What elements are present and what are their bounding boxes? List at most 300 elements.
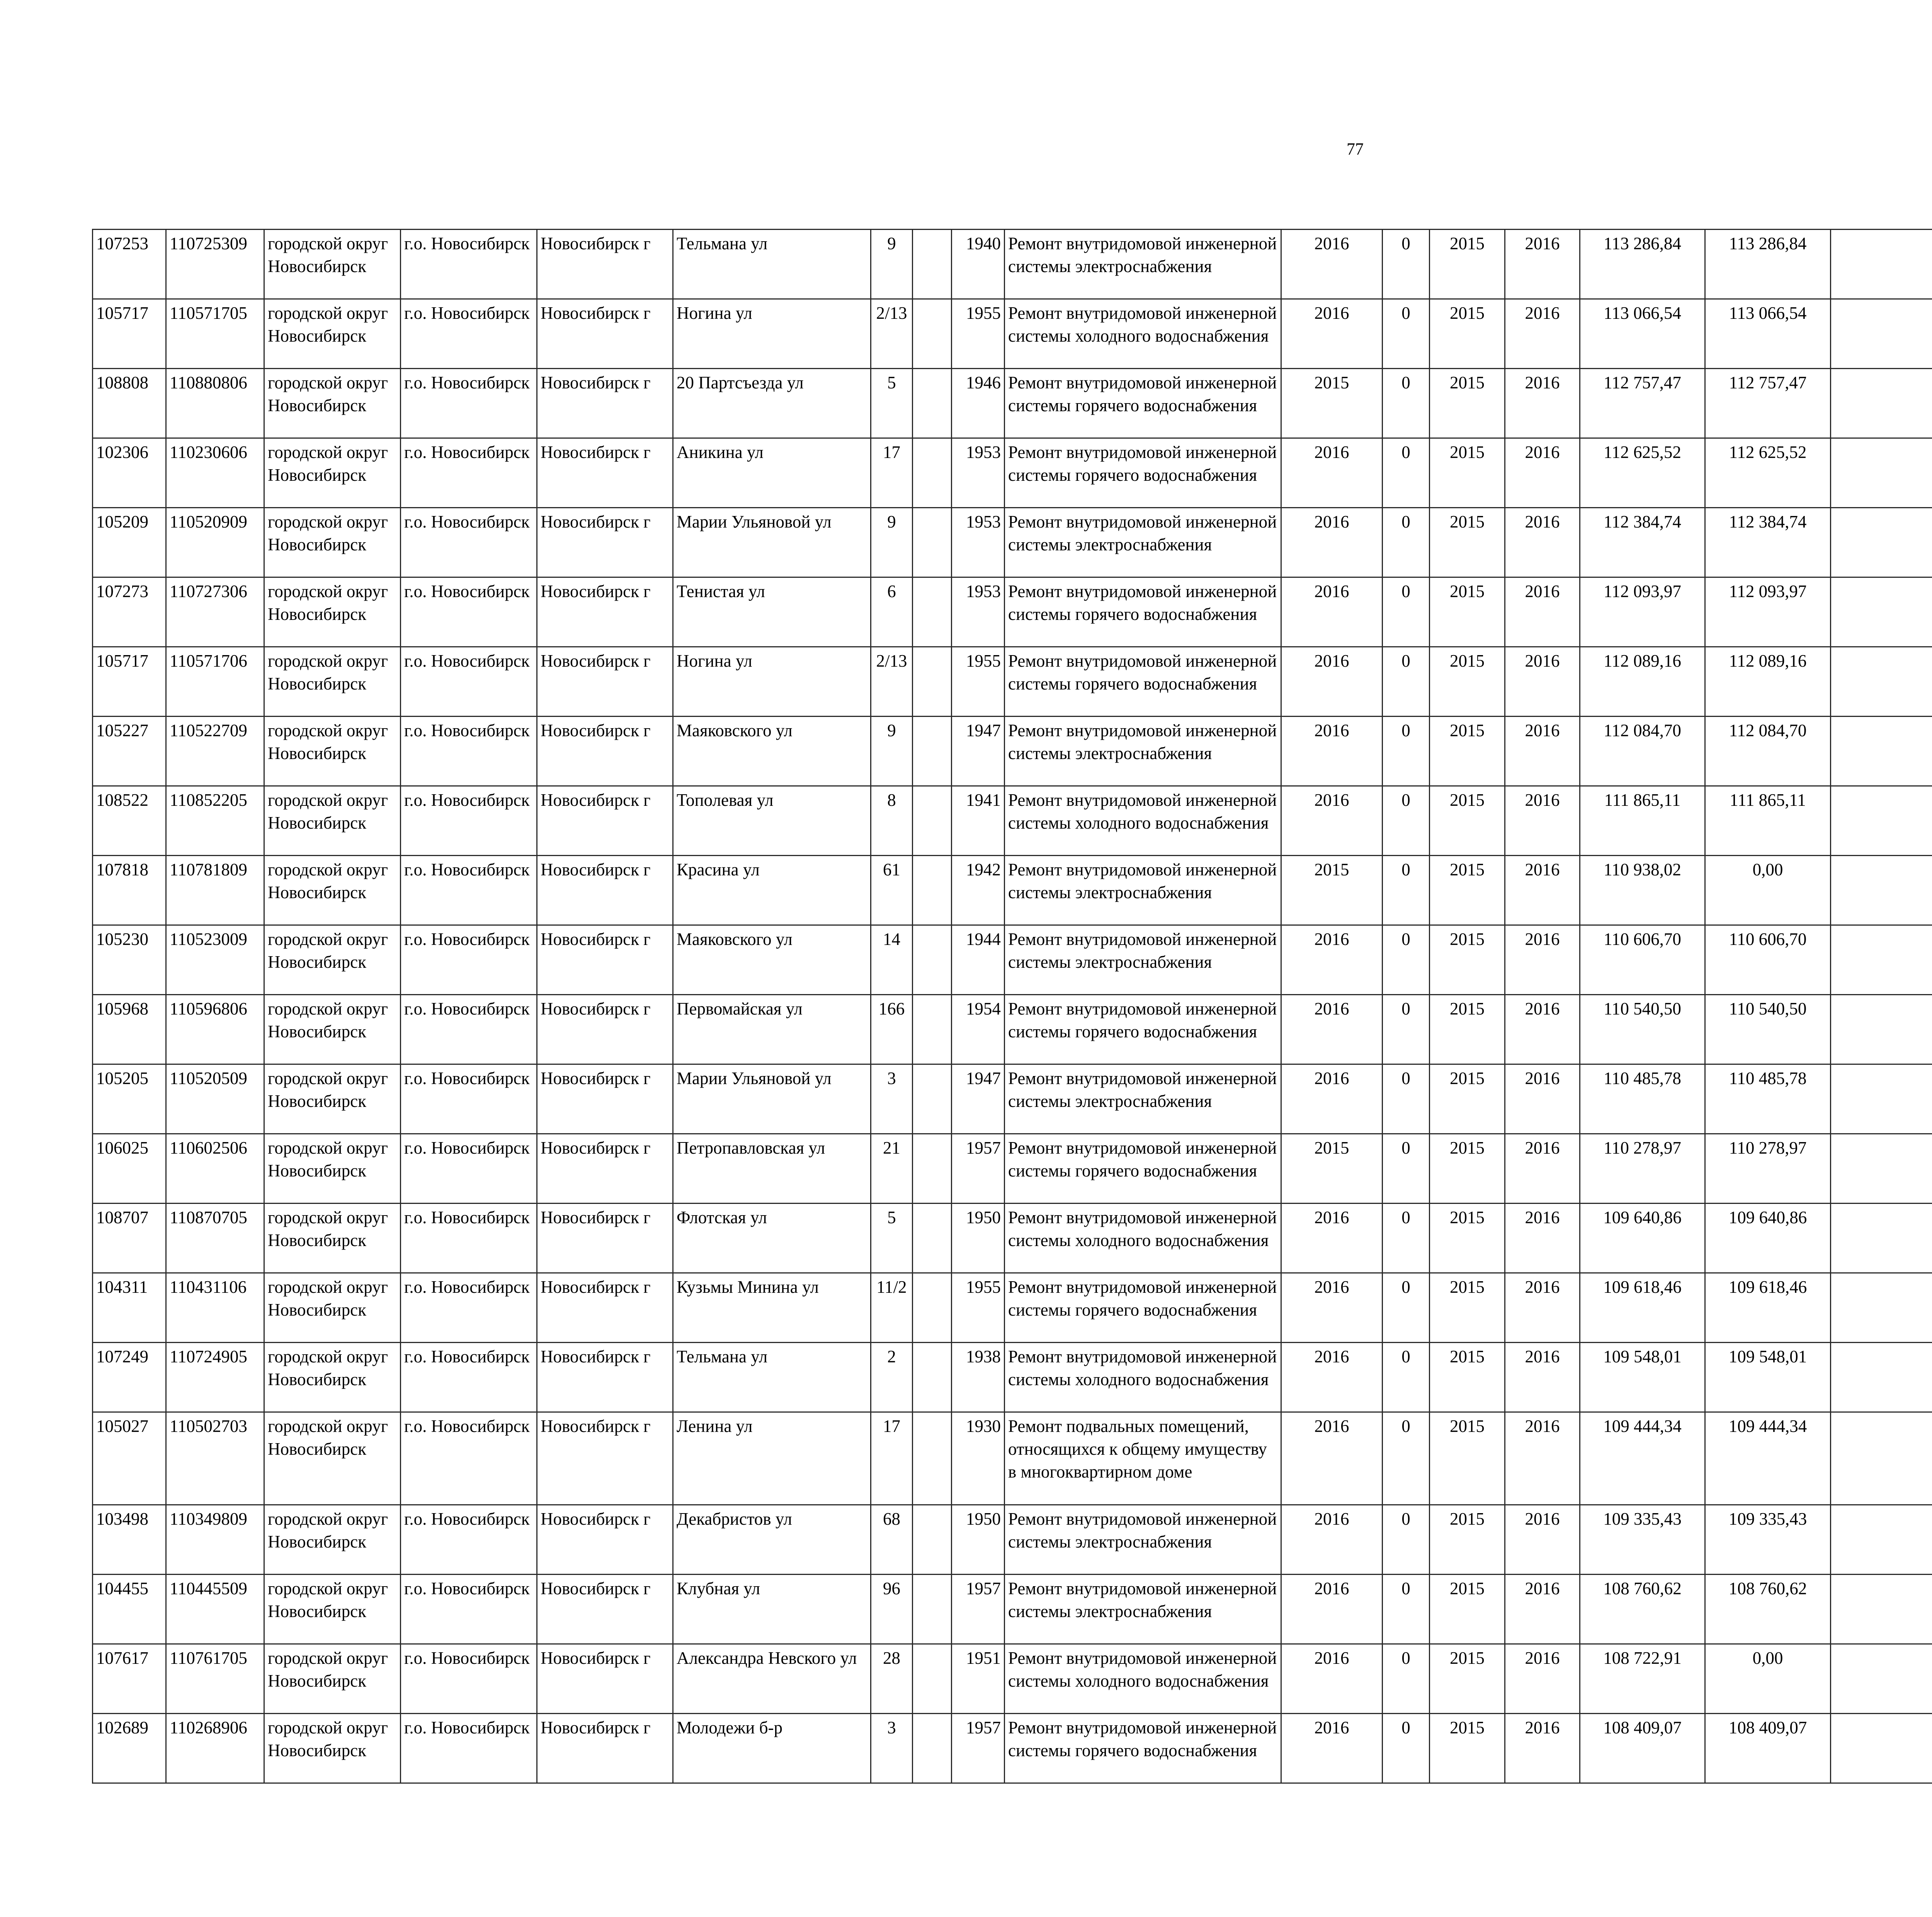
row-code: 110520509	[166, 1064, 264, 1134]
row-zero: 0	[1383, 856, 1430, 925]
table-row	[93, 1064, 1932, 1134]
row-zero: 0	[1383, 1204, 1430, 1273]
row-house: 2/13	[871, 299, 913, 369]
row-street: Ленина ул	[673, 1412, 871, 1505]
row-letter	[913, 1064, 952, 1134]
row-work-type: Ремонт внутридомовой инженерной системы электроснабжения	[1005, 508, 1281, 577]
row-empty	[1831, 717, 1932, 786]
row-city: Новосибирск г	[537, 1273, 673, 1343]
row-year-end: 2016	[1505, 786, 1580, 856]
row-year-start: 2015	[1430, 438, 1505, 508]
row-year: 1950	[952, 1204, 1005, 1273]
row-city: Новосибирск г	[537, 717, 673, 786]
row-zero: 0	[1383, 1644, 1430, 1714]
row-street: Александра Невского ул	[673, 1644, 871, 1714]
row-work-type: Ремонт внутридомовой инженерной системы горячего водоснабжения	[1005, 647, 1281, 717]
row-code: 110268906	[166, 1714, 264, 1783]
row-empty	[1831, 856, 1932, 925]
row-fund: 109 548,01	[1705, 1343, 1831, 1412]
row-street: Клубная ул	[673, 1575, 871, 1644]
row-municipality: г.о. Новосибирск	[401, 925, 537, 995]
row-fund: 110 485,78	[1705, 1064, 1831, 1134]
row-municipality: г.о. Новосибирск	[401, 1714, 537, 1783]
row-year-start: 2015	[1430, 1714, 1505, 1783]
row-code: 110520909	[166, 508, 264, 577]
row-code: 110523009	[166, 925, 264, 995]
row-letter	[913, 647, 952, 717]
row-empty	[1831, 1204, 1932, 1273]
row-year-start: 2015	[1430, 786, 1505, 856]
row-empty	[1831, 995, 1932, 1064]
row-zero: 0	[1383, 1714, 1430, 1783]
row-plan-year: 2016	[1281, 995, 1383, 1064]
row-empty	[1831, 1575, 1932, 1644]
row-work-type: Ремонт внутридомовой инженерной системы горячего водоснабжения	[1005, 1714, 1281, 1783]
row-municipality: г.о. Новосибирск	[401, 786, 537, 856]
row-okrug: городской округ Новосибирск	[264, 577, 401, 647]
row-total: 108 760,62	[1580, 1575, 1705, 1644]
row-letter	[913, 925, 952, 995]
row-id: 106025	[93, 1134, 166, 1204]
row-house: 2/13	[871, 647, 913, 717]
row-municipality: г.о. Новосибирск	[401, 1575, 537, 1644]
row-street: Ногина ул	[673, 647, 871, 717]
row-letter	[913, 786, 952, 856]
row-street: Красина ул	[673, 856, 871, 925]
row-zero: 0	[1383, 995, 1430, 1064]
row-year-start: 2015	[1430, 1204, 1505, 1273]
row-fund: 112 757,47	[1705, 369, 1831, 438]
row-year-end: 2016	[1505, 1343, 1580, 1412]
row-year: 1955	[952, 1273, 1005, 1343]
row-city: Новосибирск г	[537, 1644, 673, 1714]
row-year: 1930	[952, 1412, 1005, 1505]
row-zero: 0	[1383, 1505, 1430, 1575]
row-plan-year: 2016	[1281, 1273, 1383, 1343]
row-zero: 0	[1383, 508, 1430, 577]
row-fund: 110 278,97	[1705, 1134, 1831, 1204]
row-zero: 0	[1383, 786, 1430, 856]
row-id: 102306	[93, 438, 166, 508]
row-okrug: городской округ Новосибирск	[264, 1343, 401, 1412]
table-row	[93, 925, 1932, 995]
row-street: Декабристов ул	[673, 1505, 871, 1575]
row-municipality: г.о. Новосибирск	[401, 647, 537, 717]
row-year-end: 2016	[1505, 1575, 1580, 1644]
row-zero: 0	[1383, 1134, 1430, 1204]
row-total: 113 286,84	[1580, 230, 1705, 299]
row-street: Петропавловская ул	[673, 1134, 871, 1204]
row-year-end: 2016	[1505, 1505, 1580, 1575]
row-fund: 112 084,70	[1705, 717, 1831, 786]
row-okrug: городской округ Новосибирск	[264, 925, 401, 995]
row-year-end: 2016	[1505, 1134, 1580, 1204]
row-okrug: городской округ Новосибирск	[264, 1204, 401, 1273]
row-city: Новосибирск г	[537, 299, 673, 369]
table-row	[93, 438, 1932, 508]
row-total: 110 278,97	[1580, 1134, 1705, 1204]
table-row	[93, 1343, 1932, 1412]
row-id: 105209	[93, 508, 166, 577]
row-fund: 109 335,43	[1705, 1505, 1831, 1575]
row-year: 1938	[952, 1343, 1005, 1412]
row-year: 1953	[952, 577, 1005, 647]
table-row	[93, 1204, 1932, 1273]
row-house: 96	[871, 1575, 913, 1644]
row-plan-year: 2016	[1281, 230, 1383, 299]
table-row	[93, 577, 1932, 647]
row-plan-year: 2016	[1281, 438, 1383, 508]
row-zero: 0	[1383, 1412, 1430, 1505]
row-letter	[913, 577, 952, 647]
row-id: 105205	[93, 1064, 166, 1134]
row-house: 14	[871, 925, 913, 995]
row-letter	[913, 1273, 952, 1343]
row-year: 1950	[952, 1505, 1005, 1575]
row-id: 104455	[93, 1575, 166, 1644]
row-street: Тополевая ул	[673, 786, 871, 856]
row-street: Кузьмы Минина ул	[673, 1273, 871, 1343]
row-work-type: Ремонт внутридомовой инженерной системы электроснабжения	[1005, 717, 1281, 786]
row-code: 110445509	[166, 1575, 264, 1644]
row-id: 108522	[93, 786, 166, 856]
table-row	[93, 230, 1932, 299]
row-work-type: Ремонт внутридомовой инженерной системы горячего водоснабжения	[1005, 369, 1281, 438]
row-okrug: городской округ Новосибирск	[264, 1575, 401, 1644]
row-total: 112 625,52	[1580, 438, 1705, 508]
row-plan-year: 2015	[1281, 369, 1383, 438]
row-year-end: 2016	[1505, 438, 1580, 508]
row-house: 5	[871, 1204, 913, 1273]
row-city: Новосибирск г	[537, 856, 673, 925]
row-city: Новосибирск г	[537, 1204, 673, 1273]
row-city: Новосибирск г	[537, 1064, 673, 1134]
row-city: Новосибирск г	[537, 1134, 673, 1204]
row-year-start: 2015	[1430, 577, 1505, 647]
row-year-start: 2015	[1430, 508, 1505, 577]
row-city: Новосибирск г	[537, 786, 673, 856]
row-house: 5	[871, 369, 913, 438]
row-house: 166	[871, 995, 913, 1064]
row-okrug: городской округ Новосибирск	[264, 1644, 401, 1714]
row-municipality: г.о. Новосибирск	[401, 1273, 537, 1343]
row-letter	[913, 508, 952, 577]
row-municipality: г.о. Новосибирск	[401, 577, 537, 647]
row-total: 108 722,91	[1580, 1644, 1705, 1714]
row-plan-year: 2015	[1281, 856, 1383, 925]
row-plan-year: 2016	[1281, 1505, 1383, 1575]
row-total: 108 409,07	[1580, 1714, 1705, 1783]
row-year: 1941	[952, 786, 1005, 856]
row-empty	[1831, 1644, 1932, 1714]
page-number: 77	[1347, 140, 1364, 158]
row-empty	[1831, 1343, 1932, 1412]
row-street: Тельмана ул	[673, 230, 871, 299]
row-year-start: 2015	[1430, 995, 1505, 1064]
row-total: 110 485,78	[1580, 1064, 1705, 1134]
row-letter	[913, 717, 952, 786]
row-okrug: городской округ Новосибирск	[264, 508, 401, 577]
row-street: Флотская ул	[673, 1204, 871, 1273]
row-work-type: Ремонт внутридомовой инженерной системы холодного водоснабжения	[1005, 1343, 1281, 1412]
table-row	[93, 786, 1932, 856]
row-letter	[913, 1575, 952, 1644]
row-work-type: Ремонт внутридомовой инженерной системы горячего водоснабжения	[1005, 1273, 1281, 1343]
row-municipality: г.о. Новосибирск	[401, 1343, 537, 1412]
row-city: Новосибирск г	[537, 1575, 673, 1644]
row-okrug: городской округ Новосибирск	[264, 230, 401, 299]
row-year-end: 2016	[1505, 1714, 1580, 1783]
row-street: Тельмана ул	[673, 1343, 871, 1412]
row-letter	[913, 1505, 952, 1575]
row-work-type: Ремонт внутридомовой инженерной системы горячего водоснабжения	[1005, 1134, 1281, 1204]
row-empty	[1831, 1412, 1932, 1505]
row-house: 11/2	[871, 1273, 913, 1343]
row-house: 9	[871, 717, 913, 786]
row-id: 104311	[93, 1273, 166, 1343]
row-street: Первомайская ул	[673, 995, 871, 1064]
row-code: 110230606	[166, 438, 264, 508]
row-id: 107617	[93, 1644, 166, 1714]
row-work-type: Ремонт внутридомовой инженерной системы электроснабжения	[1005, 1064, 1281, 1134]
row-total: 109 444,34	[1580, 1412, 1705, 1505]
row-plan-year: 2016	[1281, 299, 1383, 369]
row-zero: 0	[1383, 230, 1430, 299]
row-plan-year: 2016	[1281, 1412, 1383, 1505]
row-street: Ногина ул	[673, 299, 871, 369]
row-okrug: городской округ Новосибирск	[264, 1134, 401, 1204]
row-total: 109 618,46	[1580, 1273, 1705, 1343]
row-municipality: г.о. Новосибирск	[401, 1505, 537, 1575]
row-fund: 112 625,52	[1705, 438, 1831, 508]
row-house: 9	[871, 230, 913, 299]
row-year-start: 2015	[1430, 1064, 1505, 1134]
row-year-start: 2015	[1430, 1343, 1505, 1412]
row-year-end: 2016	[1505, 647, 1580, 717]
row-work-type: Ремонт внутридомовой инженерной системы электроснабжения	[1005, 925, 1281, 995]
row-empty	[1831, 1134, 1932, 1204]
row-year: 1957	[952, 1714, 1005, 1783]
row-year: 1953	[952, 438, 1005, 508]
row-code: 110880806	[166, 369, 264, 438]
row-code: 110727306	[166, 577, 264, 647]
row-street: Молодежи б-р	[673, 1714, 871, 1783]
row-zero: 0	[1383, 299, 1430, 369]
table-row	[93, 1505, 1932, 1575]
row-year-end: 2016	[1505, 856, 1580, 925]
row-total: 110 606,70	[1580, 925, 1705, 995]
row-zero: 0	[1383, 577, 1430, 647]
row-year-start: 2015	[1430, 230, 1505, 299]
table-row	[93, 369, 1932, 438]
row-id: 107253	[93, 230, 166, 299]
row-code: 110852205	[166, 786, 264, 856]
row-empty	[1831, 647, 1932, 717]
row-year-end: 2016	[1505, 1204, 1580, 1273]
row-city: Новосибирск г	[537, 1714, 673, 1783]
row-fund: 112 093,97	[1705, 577, 1831, 647]
row-okrug: городской округ Новосибирск	[264, 1064, 401, 1134]
row-year-end: 2016	[1505, 1412, 1580, 1505]
row-plan-year: 2016	[1281, 786, 1383, 856]
row-total: 112 089,16	[1580, 647, 1705, 717]
row-plan-year: 2015	[1281, 1134, 1383, 1204]
row-work-type: Ремонт внутридомовой инженерной системы электроснабжения	[1005, 1505, 1281, 1575]
row-street: Марии Ульяновой ул	[673, 508, 871, 577]
row-house: 21	[871, 1134, 913, 1204]
row-total: 109 640,86	[1580, 1204, 1705, 1273]
table-row	[93, 647, 1932, 717]
row-total: 112 384,74	[1580, 508, 1705, 577]
row-plan-year: 2016	[1281, 1204, 1383, 1273]
row-total: 112 093,97	[1580, 577, 1705, 647]
row-okrug: городской округ Новосибирск	[264, 786, 401, 856]
row-id: 105968	[93, 995, 166, 1064]
row-year-start: 2015	[1430, 1273, 1505, 1343]
row-plan-year: 2016	[1281, 1064, 1383, 1134]
table-row	[93, 856, 1932, 925]
row-year-end: 2016	[1505, 577, 1580, 647]
row-total: 109 548,01	[1580, 1343, 1705, 1412]
row-year-start: 2015	[1430, 1505, 1505, 1575]
row-house: 68	[871, 1505, 913, 1575]
row-empty	[1831, 508, 1932, 577]
table-row	[93, 1644, 1932, 1714]
row-plan-year: 2016	[1281, 1714, 1383, 1783]
row-okrug: городской округ Новосибирск	[264, 1273, 401, 1343]
row-total: 110 540,50	[1580, 995, 1705, 1064]
row-work-type: Ремонт внутридомовой инженерной системы холодного водоснабжения	[1005, 786, 1281, 856]
row-total: 113 066,54	[1580, 299, 1705, 369]
row-street: Маяковского ул	[673, 717, 871, 786]
row-year-start: 2015	[1430, 299, 1505, 369]
row-year-start: 2015	[1430, 1575, 1505, 1644]
row-plan-year: 2016	[1281, 1575, 1383, 1644]
row-code: 110761705	[166, 1644, 264, 1714]
row-id: 105717	[93, 299, 166, 369]
row-empty	[1831, 925, 1932, 995]
row-fund: 108 760,62	[1705, 1575, 1831, 1644]
row-empty	[1831, 786, 1932, 856]
row-zero: 0	[1383, 1064, 1430, 1134]
row-total: 112 084,70	[1580, 717, 1705, 786]
row-municipality: г.о. Новосибирск	[401, 508, 537, 577]
row-letter	[913, 369, 952, 438]
row-municipality: г.о. Новосибирск	[401, 230, 537, 299]
row-id: 102689	[93, 1714, 166, 1783]
row-empty	[1831, 369, 1932, 438]
row-okrug: городской округ Новосибирск	[264, 1412, 401, 1505]
row-code: 110522709	[166, 717, 264, 786]
row-year: 1955	[952, 299, 1005, 369]
row-year-end: 2016	[1505, 925, 1580, 995]
row-okrug: городской округ Новосибирск	[264, 995, 401, 1064]
row-zero: 0	[1383, 369, 1430, 438]
row-year-end: 2016	[1505, 508, 1580, 577]
row-year: 1940	[952, 230, 1005, 299]
row-zero: 0	[1383, 1575, 1430, 1644]
row-city: Новосибирск г	[537, 1343, 673, 1412]
row-okrug: городской округ Новосибирск	[264, 647, 401, 717]
row-code: 110571705	[166, 299, 264, 369]
row-work-type: Ремонт подвальных помещений, относящихся к общему имуществу в многоквартирном доме	[1005, 1412, 1281, 1505]
row-fund: 0,00	[1705, 1644, 1831, 1714]
row-fund: 113 066,54	[1705, 299, 1831, 369]
row-zero: 0	[1383, 647, 1430, 717]
row-year: 1957	[952, 1575, 1005, 1644]
row-year: 1942	[952, 856, 1005, 925]
row-empty	[1831, 230, 1932, 299]
row-year-end: 2016	[1505, 995, 1580, 1064]
row-id: 108808	[93, 369, 166, 438]
row-year-start: 2015	[1430, 1644, 1505, 1714]
row-code: 110596806	[166, 995, 264, 1064]
row-plan-year: 2016	[1281, 508, 1383, 577]
table-row	[93, 299, 1932, 369]
row-okrug: городской округ Новосибирск	[264, 369, 401, 438]
row-okrug: городской округ Новосибирск	[264, 438, 401, 508]
row-empty	[1831, 577, 1932, 647]
row-total: 112 757,47	[1580, 369, 1705, 438]
row-fund: 109 618,46	[1705, 1273, 1831, 1343]
row-year-start: 2015	[1430, 856, 1505, 925]
table-row	[93, 1575, 1932, 1644]
row-letter	[913, 1204, 952, 1273]
row-total: 111 865,11	[1580, 786, 1705, 856]
row-year: 1947	[952, 1064, 1005, 1134]
row-house: 3	[871, 1714, 913, 1783]
row-municipality: г.о. Новосибирск	[401, 1412, 537, 1505]
row-work-type: Ремонт внутридомовой инженерной системы электроснабжения	[1005, 1575, 1281, 1644]
row-city: Новосибирск г	[537, 230, 673, 299]
row-plan-year: 2016	[1281, 577, 1383, 647]
row-code: 110502703	[166, 1412, 264, 1505]
row-fund: 112 384,74	[1705, 508, 1831, 577]
row-municipality: г.о. Новосибирск	[401, 299, 537, 369]
row-city: Новосибирск г	[537, 925, 673, 995]
row-plan-year: 2016	[1281, 1644, 1383, 1714]
row-fund: 0,00	[1705, 856, 1831, 925]
row-work-type: Ремонт внутридомовой инженерной системы холодного водоснабжения	[1005, 1204, 1281, 1273]
row-house: 9	[871, 508, 913, 577]
row-year: 1951	[952, 1644, 1005, 1714]
row-letter	[913, 856, 952, 925]
row-code: 110724905	[166, 1343, 264, 1412]
row-year-end: 2016	[1505, 1273, 1580, 1343]
row-empty	[1831, 1064, 1932, 1134]
row-zero: 0	[1383, 438, 1430, 508]
row-letter	[913, 438, 952, 508]
row-municipality: г.о. Новосибирск	[401, 438, 537, 508]
row-street: Маяковского ул	[673, 925, 871, 995]
row-city: Новосибирск г	[537, 995, 673, 1064]
row-house: 8	[871, 786, 913, 856]
row-municipality: г.о. Новосибирск	[401, 1064, 537, 1134]
row-house: 6	[871, 577, 913, 647]
row-id: 107273	[93, 577, 166, 647]
row-house: 17	[871, 1412, 913, 1505]
row-work-type: Ремонт внутридомовой инженерной системы холодного водоснабжения	[1005, 1644, 1281, 1714]
row-total: 109 335,43	[1580, 1505, 1705, 1575]
row-year-start: 2015	[1430, 647, 1505, 717]
row-zero: 0	[1383, 1343, 1430, 1412]
row-year-start: 2015	[1430, 369, 1505, 438]
row-letter	[913, 1343, 952, 1412]
row-work-type: Ремонт внутридомовой инженерной системы горячего водоснабжения	[1005, 577, 1281, 647]
row-fund: 109 640,86	[1705, 1204, 1831, 1273]
row-okrug: городской округ Новосибирск	[264, 1714, 401, 1783]
row-year-end: 2016	[1505, 230, 1580, 299]
